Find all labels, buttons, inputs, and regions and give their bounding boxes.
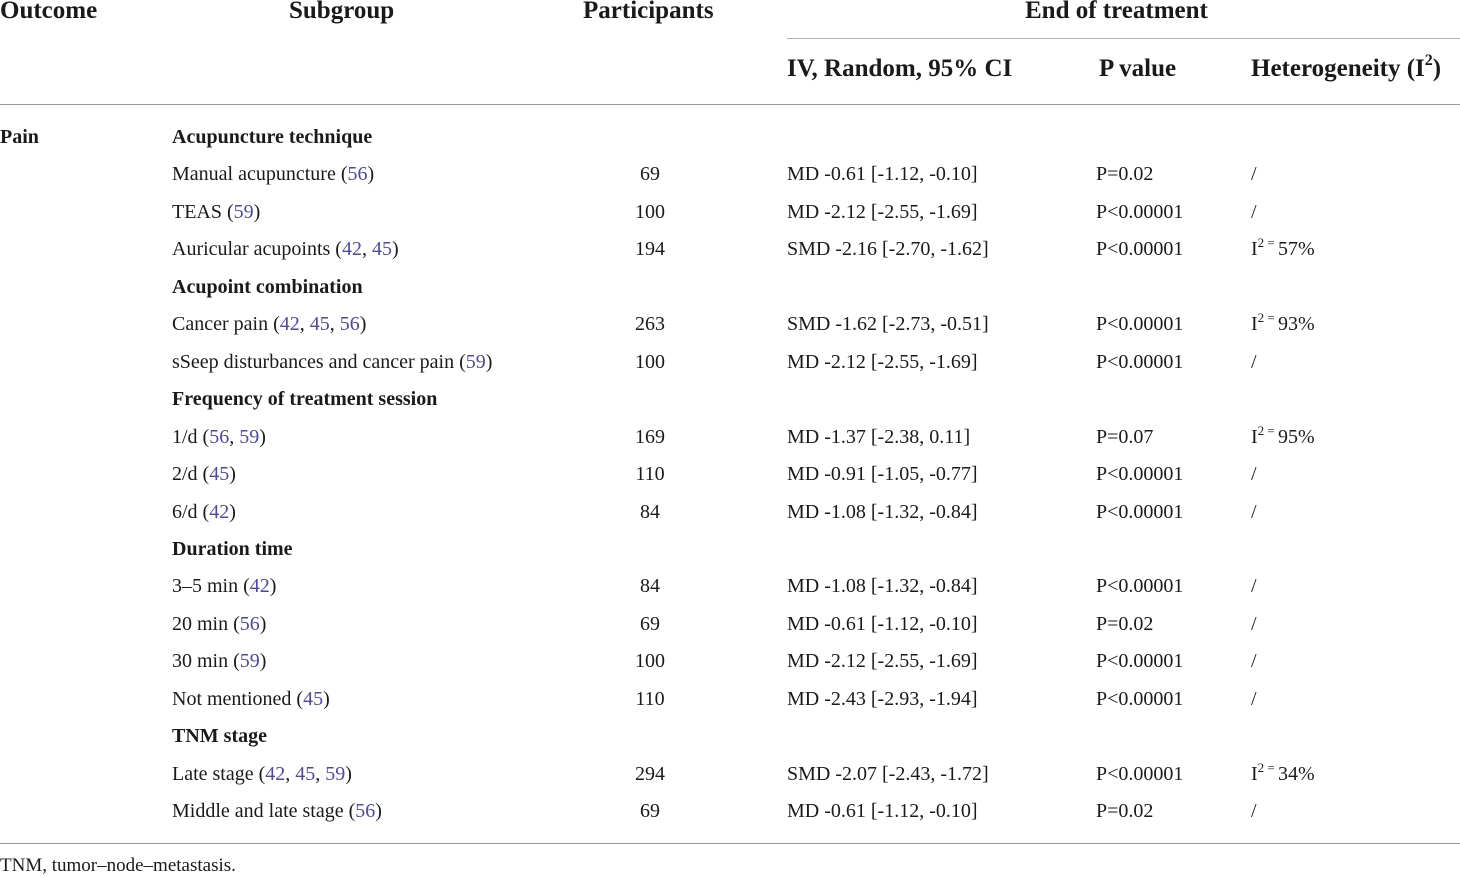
ci-cell: MD -1.37 [-2.38, 0.11] [787,426,971,448]
heterogeneity-cell: / [1251,613,1257,635]
heterogeneity-cell: / [1251,800,1257,822]
p-value-cell: P<0.00001 [1096,575,1184,597]
participants-cell: 110 [635,688,665,710]
subgroup-heading: Frequency of treatment session [172,388,438,410]
table-row-subgroup: sSeep disturbances and cancer pain (59) [172,351,493,373]
reference-link[interactable]: 59 [233,201,254,223]
reference-link[interactable]: 59 [239,426,260,448]
ci-cell: MD -0.61 [-1.12, -0.10] [787,800,978,822]
header-participants: Participants [583,0,714,24]
heterogeneity-cell: / [1251,201,1257,223]
table-row-subgroup: 30 min (59) [172,650,267,672]
ci-cell: MD -0.91 [-1.05, -0.77] [787,463,978,485]
header-end-of-treatment: End of treatment [1025,0,1208,24]
p-value-cell: P<0.00001 [1096,688,1184,710]
reference-link[interactable]: 56 [339,313,360,335]
subgroup-heading: Duration time [172,538,293,560]
subgroup-label: 6/d ( [172,501,210,523]
subgroup-label: 2/d ( [172,463,210,485]
ci-cell: MD -1.08 [-1.32, -0.84] [787,575,978,597]
ci-cell: MD -0.61 [-1.12, -0.10] [787,613,978,635]
subgroup-label: Not mentioned ( [172,688,304,710]
subgroup-heading: TNM stage [172,725,267,747]
participants-cell: 100 [635,351,665,373]
subgroup-label: 20 min ( [172,613,240,635]
p-value-cell: P<0.00001 [1096,351,1184,373]
ci-cell: MD -2.12 [-2.55, -1.69] [787,650,978,672]
p-value-cell: P<0.00001 [1096,501,1184,523]
header-outcome: Outcome [0,0,98,24]
p-value-cell: P<0.00001 [1096,201,1184,223]
subgroup-label: TEAS ( [172,201,234,223]
p-value-cell: P<0.00001 [1096,763,1184,785]
participants-cell: 69 [640,163,660,185]
table-row-subgroup: 6/d (42) [172,501,236,523]
p-value-cell: P=0.07 [1096,426,1154,448]
table-bottom-rule [0,843,1460,844]
ci-cell: SMD -2.16 [-2.70, -1.62] [787,238,989,260]
table-row-subgroup: Middle and late stage (56) [172,800,382,822]
p-value-cell: P<0.00001 [1096,650,1184,672]
participants-cell: 194 [635,238,665,260]
participants-cell: 100 [635,650,665,672]
reference-link[interactable]: 56 [347,163,368,185]
header-bottom-rule [0,104,1460,105]
table-row-subgroup: Not mentioned (45) [172,688,330,710]
p-value-cell: P<0.00001 [1096,463,1184,485]
table-row-subgroup: 20 min (56) [172,613,267,635]
subgroup-label: sSeep disturbances and cancer pain ( [172,351,466,373]
outcome-label: Pain [0,126,39,148]
reference-link[interactable]: 59 [239,650,260,672]
p-value-cell: P=0.02 [1096,163,1154,185]
table-row-subgroup: Manual acupuncture (56) [172,163,375,185]
header-heterogeneity: Heterogeneity $(I^2)$ [1251,52,1442,82]
subgroup-label: 3–5 min ( [172,575,250,597]
participants-cell: 110 [635,463,665,485]
reference-link[interactable]: 45 [295,763,316,785]
reference-link[interactable]: 42 [209,501,230,523]
p-value-cell: P=0.02 [1096,800,1154,822]
heterogeneity-cell: / [1251,575,1257,597]
heterogeneity-cell: $I^2$ = 57% [1251,235,1315,260]
reference-link[interactable]: 42 [341,238,362,260]
ci-cell: MD -2.43 [-2.93, -1.94] [787,688,978,710]
ci-cell: MD -2.12 [-2.55, -1.69] [787,201,978,223]
subgroup-label: Middle and late stage ( [172,800,356,822]
reference-link[interactable]: 42 [249,575,270,597]
reference-link[interactable]: 56 [239,613,260,635]
reference-link[interactable]: 45 [371,238,392,260]
end-of-treatment-rule [787,38,1460,39]
reference-link[interactable]: 59 [325,763,346,785]
heterogeneity-cell: / [1251,688,1257,710]
p-value-cell: P<0.00001 [1096,238,1184,260]
header-subgroup: Subgroup [289,0,395,24]
table-row-subgroup: Auricular acupoints (42, 45) [172,238,399,260]
heterogeneity-cell: / [1251,501,1257,523]
header-iv-random: IV, Random, 95% CI [787,55,1013,82]
reference-link[interactable]: 45 [209,463,230,485]
reference-link[interactable]: 42 [265,763,286,785]
table-row-subgroup: Late stage (42, 45, 59) [172,763,352,785]
ci-cell: MD -2.12 [-2.55, -1.69] [787,351,978,373]
ci-cell: MD -0.61 [-1.12, -0.10] [787,163,978,185]
table-row-subgroup: 2/d (45) [172,463,236,485]
participants-cell: 69 [640,613,660,635]
header-p-value: P value [1099,55,1177,82]
table-row-subgroup: Cancer pain (42, 45, 56) [172,313,367,335]
participants-cell: 69 [640,800,660,822]
participants-cell: 84 [640,501,660,523]
heterogeneity-cell: $I^2$ = 34% [1251,760,1315,785]
reference-link[interactable]: 45 [309,313,330,335]
heterogeneity-cell: / [1251,351,1257,373]
ci-cell: SMD -1.62 [-2.73, -0.51] [787,313,989,335]
subgroup-label: 1/d ( [172,426,210,448]
participants-cell: 100 [635,201,665,223]
heterogeneity-cell: $I^2$ = 93% [1251,310,1315,335]
table-row-subgroup: 1/d (56, 59) [172,426,266,448]
p-value-cell: P=0.02 [1096,613,1154,635]
table-row-subgroup: 3–5 min (42) [172,575,277,597]
subgroup-label: 30 min ( [172,650,240,672]
participants-cell: 169 [635,426,665,448]
ci-cell: MD -1.08 [-1.32, -0.84] [787,501,978,523]
reference-link[interactable]: 42 [279,313,300,335]
participants-cell: 263 [635,313,665,335]
ci-cell: SMD -2.07 [-2.43, -1.72] [787,763,989,785]
subgroup-label: Cancer pain ( [172,313,280,335]
reference-link[interactable]: 56 [209,426,230,448]
table-row-subgroup: TEAS (59) [172,201,261,223]
participants-cell: 294 [635,763,665,785]
reference-link[interactable]: 45 [303,688,324,710]
subgroup-label: Manual acupuncture ( [172,163,348,185]
subgroup-label: Late stage ( [172,763,266,785]
reference-link[interactable]: 56 [355,800,376,822]
heterogeneity-cell: $I^2$ = 95% [1251,423,1315,448]
subgroup-heading: Acupuncture technique [172,126,373,148]
heterogeneity-cell: / [1251,163,1257,185]
reference-link[interactable]: 59 [465,351,486,373]
footnote: TNM, tumor–node–metastasis. [0,855,236,876]
subgroup-label: Auricular acupoints ( [172,238,342,260]
p-value-cell: P<0.00001 [1096,313,1184,335]
subgroup-heading: Acupoint combination [172,276,363,298]
participants-cell: 84 [640,575,660,597]
heterogeneity-cell: / [1251,463,1257,485]
heterogeneity-cell: / [1251,650,1257,672]
